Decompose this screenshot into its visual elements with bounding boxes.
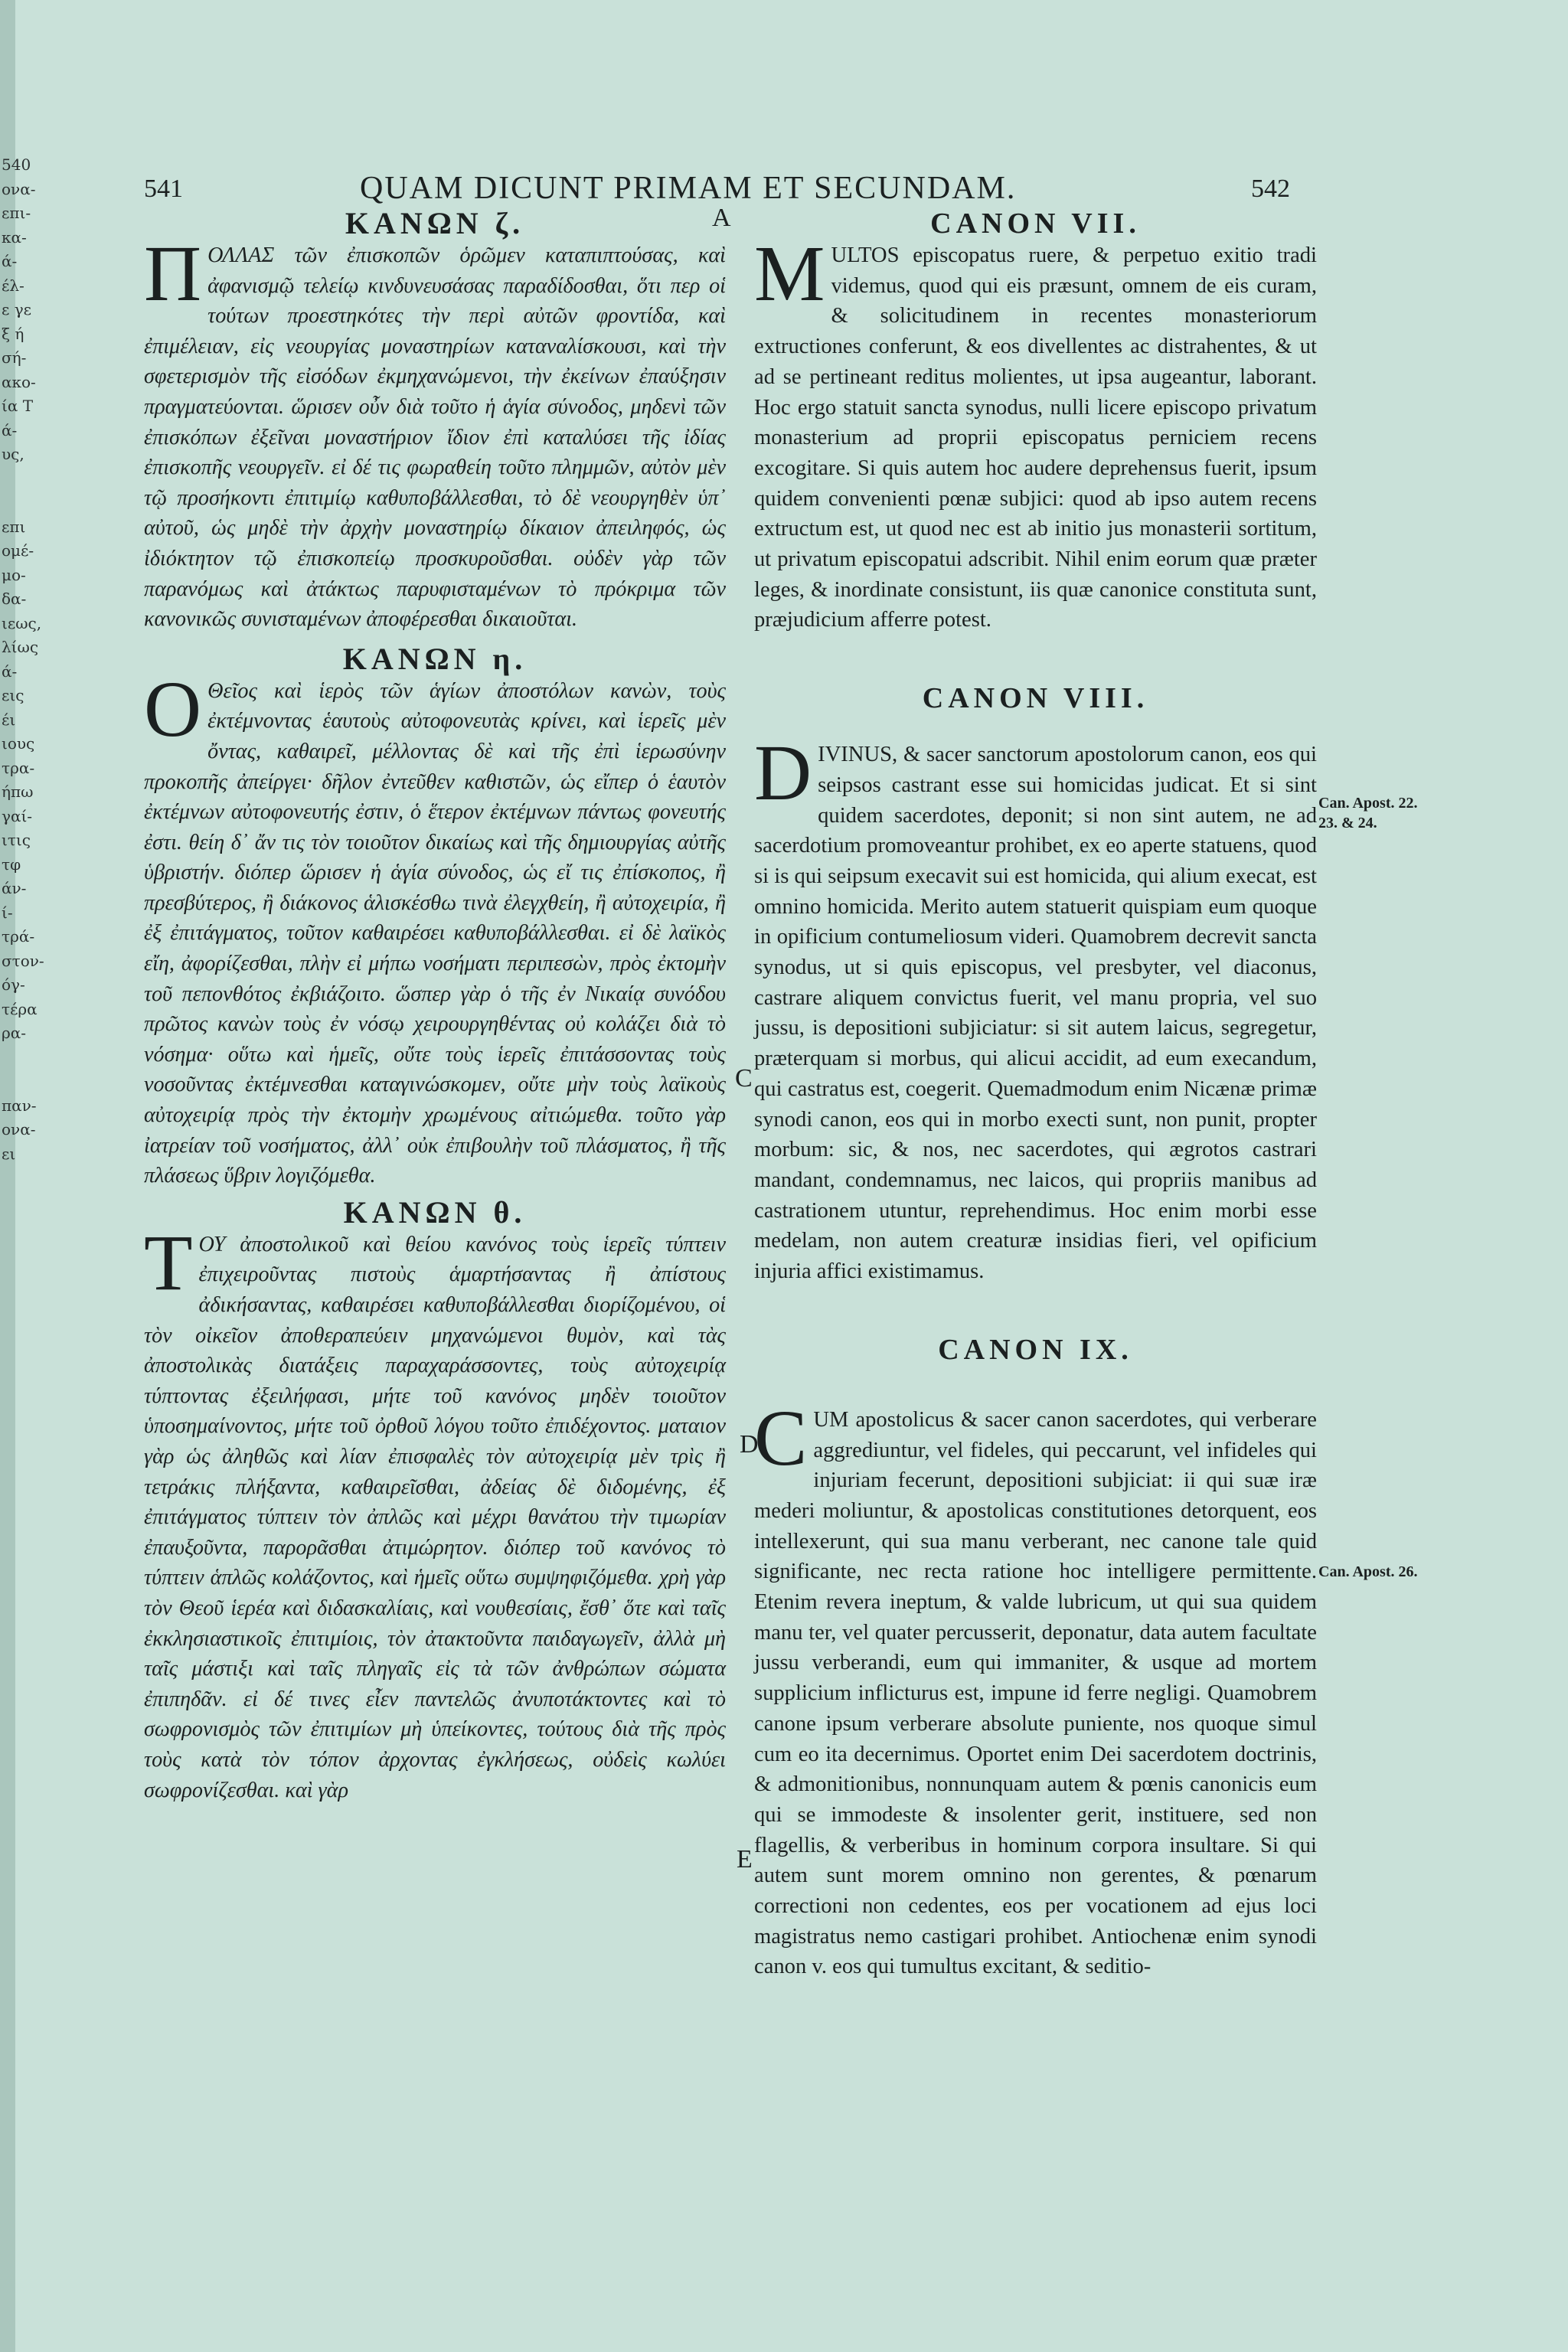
signature-letter-a: A bbox=[712, 204, 731, 232]
signature-letter-c: C bbox=[735, 1064, 753, 1093]
drop-cap: Π bbox=[144, 230, 202, 318]
margin-fragment: σή- bbox=[2, 348, 27, 367]
margin-fragment: ονα- bbox=[2, 179, 36, 198]
margin-fragment: δα- bbox=[2, 590, 27, 608]
margin-fragment bbox=[2, 1046, 35, 1070]
margin-fragment: ακο- bbox=[2, 372, 36, 391]
margin-fragment: ρα- bbox=[2, 1024, 27, 1042]
greek-canon-8-text bbox=[144, 665, 726, 1191]
left-page-number: 541 bbox=[144, 175, 183, 203]
greek-canon-8-body: Θεῖος καὶ ἱερὸς τῶν ἁγίων ἀποστόλων κανὼν, τοὺς ἐκτέμνοντας ἑαυτοὺς αὐτοφονευτὰς κρίνει, καὶ ἱερεῖς μὲν ὄντας, καθαιρεῖ, μέλλοντας δὲ καὶ τῆς ἐπὶ ἱερωσύνην προκοπῆς ἀπείργει· δῆλον ἐντεῦθεν καθιστῶν, ὡς εἴπερ ὁ ἑαυτὸν ἐκτέμνων αὐτοφονευτής ἐστιν, ὁ ἕτερον ἐκτέμνων πάντως φονευτής ἐστι. θείη δ᾿ ἄν τις τὸν τοιοῦτον δικαίως καὶ τῆς δημιουργίας αὐτῆς ὑβριστήν. διόπερ ὥρισεν ἡ ἁγία σύνοδος, ὡς εἴ τις ἐπίσκοπος, ἢ πρεσβύτερος, ἢ διάκονος ἁλισκέσθω τινὰ ἐλεγχθείη, ἢ αὐτοχειρία, ἢ ἐξ ἐπιτάγματος, τοῦτον καθαιρέσει καθυποβάλλεσθαι. εἰ δὲ λαϊκὸς εἴη, ἀφορίζεσθαι, πλὴν εἰ μήπω νοσήματι περιπεσὼν, πρὸς ἐκτομὴν τοῦ πεπονθότος ἐκβιάζοιτο. ὥσπερ γὰρ ὁ τῆς ἐν Νικαίᾳ συνόδου πρῶτος κανὼν τοὺς ἐν νόσῳ χειρουργηθέντας οὐ κολάζει διὰ τὸ νόσημα· οὕτω καὶ ἡμεῖς, οὔτε τοὺς ἱερεῖς ἐπιτάσσοντας τοὺς νοσοῦντας ἐκτέμνεσθαι καταγινώσκομεν, οὔτε μὴν τοὺς λαϊκοὺς αὐτοχειρίᾳ πρὸς τὴν ἐκτομὴν χρωμένους αἰτιώμεθα. τοῦτο γὰρ ἰατρείαν τοῦ νοσήματος, ἀλλ᾿ οὐκ ἐπιβουλὴν τοῦ πλάσματος, ἢ τῆς πλάσεως ὕβριν λογιζόμεθα. bbox=[144, 678, 726, 1188]
latin-canon-9-body: UM apostolicus & sacer canon sacerdotes, qui verberare aggrediuntur, vel fideles, qui peccarunt, vel infideles qui injuriam fecerunt, depositioni subjiciat: ii qui suæ iræ mederi moliuntur, & apostolicas constitutiones detorquent, eos intellexerunt, qui sua manu verberant, nec canone tale quid significante, nec recta ratione hoc intelligere permittente. Etenim revera ineptum, & valde lubricum, ut qui sua quidem manu ter, vel quater percusserit, deponatur, data autem facultate jussu verberandi, eum qui immaniter, & usque ad mortem supplicium inflicturus est, impune id ferre negligi. Quamobrem canone ipsum verberare absolute puniente, nos quoque simul cum eo ita decernimus. Oportet enim Dei sacerdotem doctrinis, & admonitionibus, nonnunquam autem & pœnis canonicis eum qui se immodeste & insolenter gerit, instituere, sed non flagellis, & verberibus in hominum corpora insultare. Si qui autem sunt morem omnino non gerentes, & pœnarum correctioni non cedentes, eos per vocationem ad ejus loci magistratus nemo castigari prohibet. Antiochenæ enim synodi canon v. eos qui tumultus excitant, & seditio- bbox=[754, 1407, 1317, 1979]
margin-fragment: επι bbox=[2, 517, 26, 536]
margin-fragment: γαί- bbox=[2, 806, 33, 825]
margin-fragment bbox=[2, 491, 35, 515]
drop-cap: C bbox=[754, 1393, 808, 1482]
margin-fragment: έι bbox=[2, 710, 16, 729]
margin-fragment: ει bbox=[2, 1144, 16, 1163]
signature-letter-d: D bbox=[740, 1430, 759, 1459]
side-note-canon-8: Can. Apost. 22. 23. & 24. bbox=[1318, 795, 1418, 831]
greek-canon-9-heading: ΚΑΝΩΝ θ. bbox=[343, 1194, 527, 1230]
latin-canon-7-body: ULTOS episcopatus ruere, & perpetuo exitio tradi videmus, quod qui eis præsunt, omnem de eis curam, & solicitudinem in recentes monasteriorum extructiones conferunt, & eos divellentes ac distrahentes, & ut ad se pertineant reditus molientes, ut ipsa augeantur, laborant. Hoc ergo statuit sancta synodus, nulli licere episcopo privatum monasterium ad proprii episcopatus perniciem recens excogitare. Si quis autem hoc audere deprehensus fuerit, ipsum quidem convenienti pœnæ subjici: quod ab ipso autem recens extructum est, ut quod nec est ab initio jus monasterii sortitum, ut privatum episcopatui adscribit. Nihil enim eorum quæ præter leges, & inordinate consistunt, iis quæ canonice constituta sunt, præjudicium afferre potest. bbox=[754, 243, 1317, 632]
greek-canon-9-text bbox=[144, 1218, 726, 1805]
latin-canon-7-text bbox=[754, 230, 1317, 635]
margin-fragment: ονα- bbox=[2, 1120, 36, 1138]
greek-canon-9-body: ΟΥ ἀποστολικοῦ καὶ θείου κανόνος τοὺς ἱερεῖς τύπτειν ἐπιχειροῦντας πιστοὺς ἁμαρτήσαντας ἢ ἀπίστους ἀδικήσαντας, καθαιρέσει καθυποβάλλεσθαι διορίζομένου, οἱ τὸν οἰκεῖον ἀποθεραπεύειν μηχανώμενοι θυμὸν, καὶ τὰς ἀποστολικὰς διατάξεις παραχαράσσοντες, τοὺς αὐτοχειρίᾳ τύπτοντας ἐξειλήφασι, μήτε τοῦ κανόνος μηδὲν τοιοῦτον ὑποσημαίνοντος, μήτε τοῦ ὀρθοῦ λόγου τοῦτο ἐπιδέχοντος. ματαιον γὰρ ὡς ἀληθῶς καὶ λίαν ἐπισφαλὲς τὸν αὐτοχειρίᾳ μὲν τρὶς ἢ τετράκις πλήξαντα, καθαιρεῖσθαι, ἀδείας δὲ διδομένης, ἐξ ἐπιτάγματος τύπτειν τὸν ἀπλῶς καὶ μέχρι θανάτου τὴν τιμωρίαν ἐπαυξοῦντα, παρορᾶσθαι ἀτιμώρητον. διόπερ τοῦ κανόνος τὸ τύπτειν ἁπλῶς κολάζοντος, καὶ ἡμεῖς οὕτω συμψηφιζόμεθα. χρὴ γὰρ τὸν Θεοῦ ἱερέα καὶ διδασκαλίαις, καὶ νουθεσίαις, ἔσθ᾿ ὅτε καὶ ταῖς ἐκκλησιαστικοῖς ἐπιτιμίοις, τὸν ἀτακτοῦντα παιδαγωγεῖν, ἀλλὰ μὴ ταῖς μάστιξι καὶ ταῖς πληγαῖς εἰς τὰ τῶν ἀνθρώπων σώματα ἐπιπηδᾶν. εἰ δέ τινες εἶεν παντελῶς ἀνυποτάκτοντες καὶ τὸ σωφρονισμὸς τῶν ἐπιτιμίων μὴ ὑπείκοντες, τούτους διὰ τῆς πρὸς τοὺς κατὰ τὸν τόπον ἀρχοντας ἐγκλήσεως, οὐδεὶς κωλύει σωφρονίζεσθαι. καὶ γὰρ bbox=[144, 1232, 726, 1802]
margin-fragment: κα- bbox=[2, 227, 27, 247]
margin-fragment: ί- bbox=[2, 903, 13, 922]
margin-fragment bbox=[2, 1070, 35, 1094]
margin-fragment: ομέ- bbox=[2, 541, 34, 560]
margin-fragment: ε γε bbox=[2, 300, 32, 318]
margin-fragment: ιτις bbox=[2, 831, 31, 849]
running-title: QUAM DICUNT PRIMAM ET SECUNDAM. bbox=[360, 171, 1017, 206]
margin-fragment: ήπω bbox=[2, 782, 34, 801]
latin-canon-9-heading: CANON IX. bbox=[938, 1333, 1133, 1366]
margin-fragment: τρα- bbox=[2, 758, 35, 777]
greek-canon-7-body: ΟΛΛΑΣ τῶν ἐπισκοπῶν ὁρῶμεν καταπιπτούσας, καὶ ἀφανισμῷ τελείῳ κινδυνευσάσας παραδίδοσθαι, ὅτι περ οἱ τούτων προεστηκότες τὴν περὶ αὐτῶν φροντίδα, καὶ ἐπιμέλειαν, εἰς νεουργίας μοναστηρίων καταναλίσκουσι, καὶ τὴν σφετερισμὸν τῆς εἰσόδων ἐκμηχανώμενοι, τὴν ἐκείνων ἐπαύξησιν πραγματεύονται. ὥρισεν οὖν διὰ τοῦτο ἡ ἁγία σύνοδος, μηδενὶ τῶν ἐπισκόπων ἐξεῖναι μοναστήριον ἴδιον ἐπὶ καταλύσει τῆς ἰδίας ἐπισκοπῆς νεουργεῖν. εἰ δέ τις φωραθείη τοῦτο πλημμῶν, αὐτὸν μὲν τῷ προσήκοντι ἐπιτιμίῳ καθυποβάλλεσθαι, τὸ δὲ νεουργηθὲν ὑπ᾿ αὐτοῦ, ὡς μηδὲ τὴν ἀρχὴν μοναστηρίῳ δίκαιον ἀπειληφός, ὡς ἰδιόκτητον τῷ ἐπισκοπείῳ προσκυροῦσθαι. οὐδὲν γὰρ τῶν παρανόμως καὶ ἀτάκτως παρυφισταμένων τὸ πρόκριμα τῶν κανονικῶς συνισταμένων ἀποφέρεσθαι δικαιοῦται. bbox=[144, 243, 726, 632]
margin-fragment: ξ ή bbox=[2, 324, 24, 343]
margin-fragment: ά- bbox=[2, 420, 18, 439]
margin-fragment: τρά- bbox=[2, 927, 35, 946]
latin-canon-7-heading: CANON VII. bbox=[930, 207, 1141, 240]
greek-canon-8 bbox=[144, 642, 726, 1191]
latin-canon-8-heading: CANON VIII. bbox=[922, 682, 1149, 715]
drop-cap: Τ bbox=[144, 1218, 193, 1307]
margin-fragment: παν- bbox=[2, 1096, 37, 1115]
latin-canon-7 bbox=[754, 207, 1317, 635]
latin-canon-9-text bbox=[754, 1393, 1317, 1982]
margin-fragment: ία Τ bbox=[2, 397, 34, 415]
greek-canon-7-text bbox=[144, 230, 726, 635]
margin-fragment: ά- bbox=[2, 252, 18, 270]
greek-canon-9 bbox=[144, 1196, 726, 1805]
margin-fragment: επι- bbox=[2, 204, 31, 222]
greek-column bbox=[144, 207, 726, 1805]
latin-column bbox=[754, 207, 1317, 1982]
greek-canon-7 bbox=[144, 207, 726, 635]
margin-fragment: λίως bbox=[2, 638, 39, 656]
margin-fragment: ά- bbox=[2, 662, 18, 681]
signature-letter-e: E bbox=[737, 1845, 753, 1873]
latin-canon-9 bbox=[754, 1333, 1317, 1982]
greek-canon-8-heading: ΚΑΝΩΝ η. bbox=[342, 641, 528, 676]
previous-page-margin bbox=[2, 153, 44, 1166]
drop-cap: M bbox=[754, 230, 825, 318]
margin-fragment: τφ bbox=[2, 854, 21, 874]
margin-fragment: 540 bbox=[2, 155, 31, 174]
latin-canon-8 bbox=[754, 681, 1317, 1287]
latin-canon-8-text bbox=[754, 729, 1317, 1287]
drop-cap: Ο bbox=[144, 665, 202, 753]
margin-fragment: στον- bbox=[2, 951, 44, 970]
margin-fragment bbox=[2, 467, 35, 492]
margin-fragment: άν- bbox=[2, 879, 27, 897]
margin-fragment: ιεως, bbox=[2, 613, 42, 632]
margin-fragment: έλ- bbox=[2, 276, 24, 295]
margin-fragment: ιους bbox=[2, 734, 35, 753]
right-page-number: 542 bbox=[1251, 175, 1290, 203]
latin-canon-8-body: IVINUS, & sacer sanctorum apostolorum canon, eos qui seipsos castrant esse sui homicidas judicat. Et si sint quidem sacerdotes, deponit; si non sint autem, ne ad sacerdotium promoveantur prohibet, ex eo aperte statuens, quod si is qui seipsum execavit sui est homicida, qui alium execat, est omnino homicida. Merito autem statuerit quispiam eum quoque in opificium contumeliosum videri. Quamobrem decrevit sancta synodus, ut si quis episcopus, vel presbyter, vel diaconus, castrare aliquem convictus fuerit, vel manu propria, vel suo jussu, is depositioni subjiciatur: si sit autem laicus, segregetur, præterquam si morbus, qui alicui accidit, ad eum execandum, qui castratus est, coegerit. Quemadmodum enim Nicænæ primæ synodi canon, eos qui in morbo execti sunt, non punit, propter morbum: sic, & nos, nec sacerdotes, qui ægrotos castrari mandant, condemnamus, nec laicos, qui propriis manibus ad castrationem utuntur, reprehendimus. Hoc enim morbi esse medelam, non autem creaturæ insidias fieri, vel opificium injuria affici existimamus. bbox=[754, 743, 1317, 1284]
margin-fragment: τέρα bbox=[2, 999, 38, 1018]
margin-fragment: όγ- bbox=[2, 975, 25, 994]
side-note-canon-9: Can. Apost. 26. bbox=[1318, 1563, 1418, 1580]
margin-fragment: μο- bbox=[2, 565, 26, 584]
greek-canon-7-heading: ΚΑΝΩΝ ζ. bbox=[345, 206, 525, 240]
margin-fragment: εις bbox=[2, 686, 24, 704]
drop-cap: D bbox=[754, 729, 812, 818]
margin-fragment: υς, bbox=[2, 445, 24, 463]
